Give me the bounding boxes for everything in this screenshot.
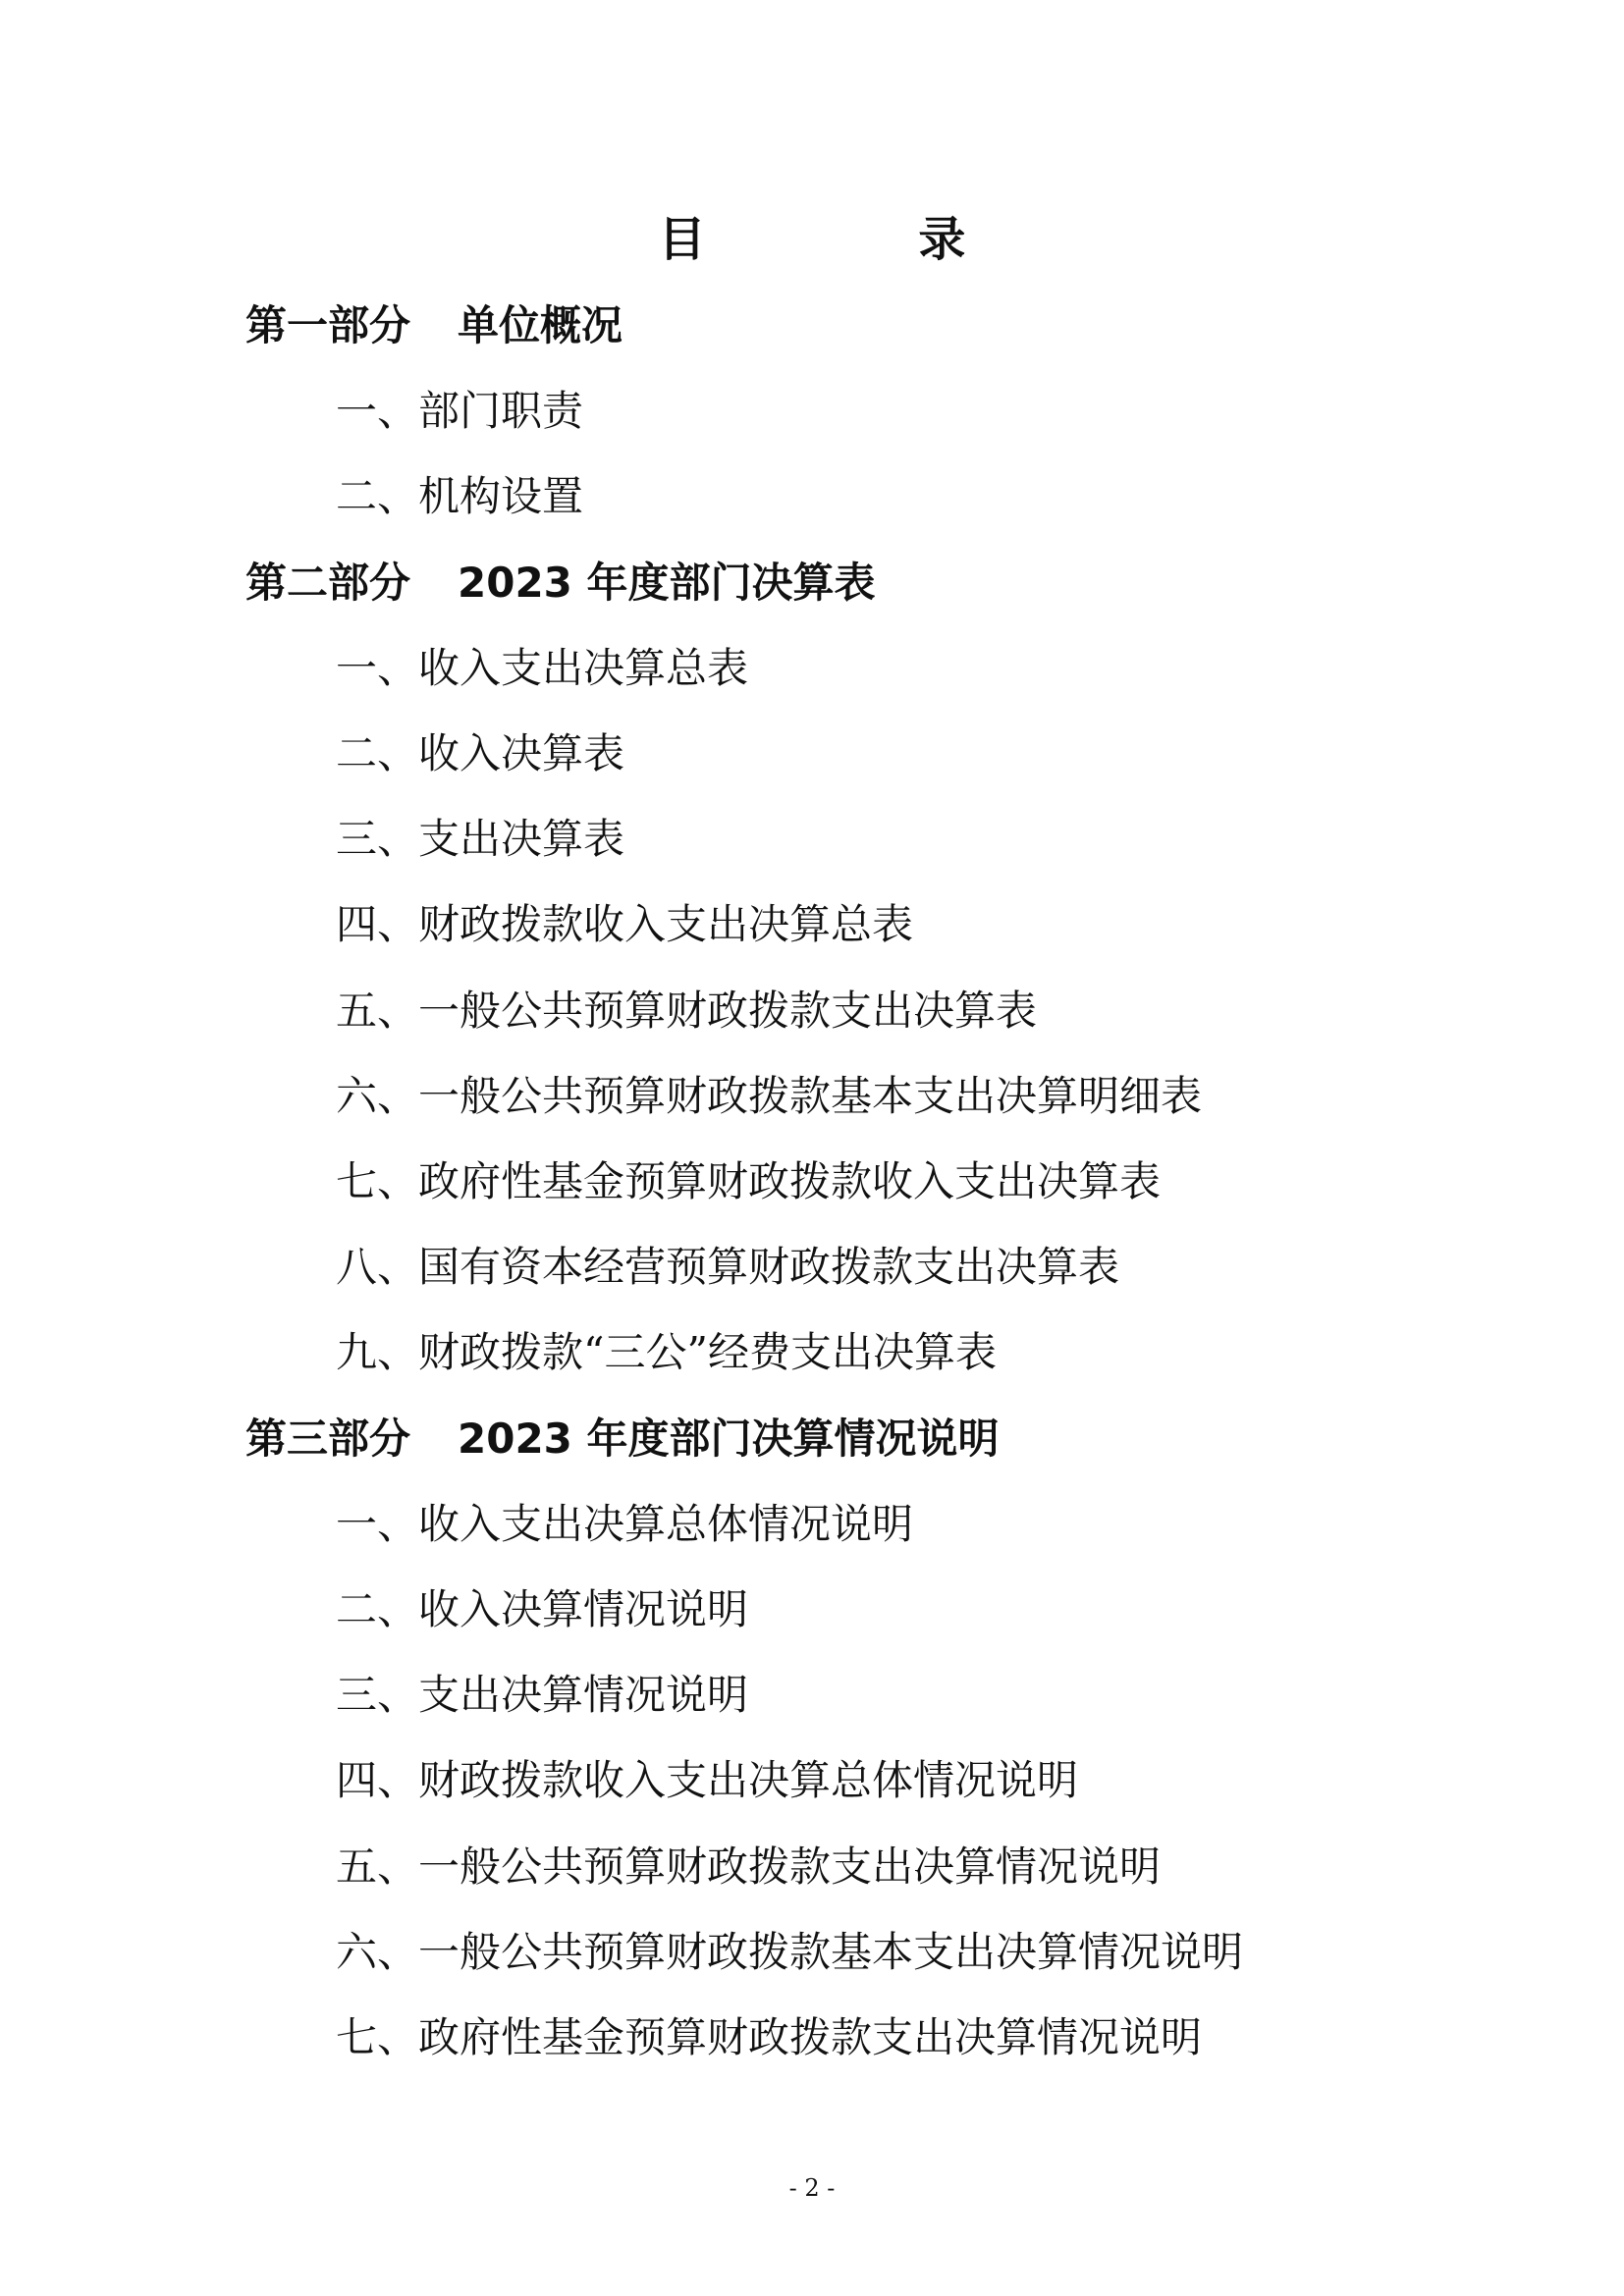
toc-item: 七、政府性基金预算财政拨款支出决算情况说明	[336, 2013, 1203, 2061]
toc-part-title: 2023 年度部门决算表	[458, 559, 876, 607]
toc-part-prefix: 第三部分	[245, 1415, 411, 1463]
toc-item: 八、国有资本经营预算财政拨款支出决算表	[336, 1243, 1120, 1291]
toc-item: 一、收入支出决算总体情况说明	[336, 1500, 914, 1548]
toc-item: 三、支出决算情况说明	[336, 1671, 749, 1719]
page-number: - 2 -	[788, 2174, 836, 2202]
page-title: 目 录	[658, 212, 1064, 267]
toc-item: 四、财政拨款收入支出决算总体情况说明	[336, 1756, 1079, 1804]
toc-item: 二、收入决算情况说明	[336, 1585, 749, 1633]
toc-part-title: 单位概况	[458, 301, 623, 349]
toc-part-title: 2023 年度部门决算情况说明	[458, 1415, 1000, 1463]
toc-part-prefix: 第二部分	[245, 559, 411, 607]
toc-item: 六、一般公共预算财政拨款基本支出决算明细表	[336, 1072, 1203, 1120]
toc-part-prefix: 第一部分	[245, 301, 411, 349]
toc-item: 二、收入决算表	[336, 729, 625, 777]
toc-item: 七、政府性基金预算财政拨款收入支出决算表	[336, 1157, 1162, 1205]
toc-item: 五、一般公共预算财政拨款支出决算情况说明	[336, 1842, 1162, 1891]
toc-item: 一、部门职责	[336, 387, 584, 435]
toc-part-heading	[245, 298, 623, 353]
toc-item: 六、一般公共预算财政拨款基本支出决算情况说明	[336, 1928, 1244, 1976]
toc-item: 一、收入支出决算总表	[336, 644, 749, 692]
toc-part-heading	[245, 1412, 1000, 1467]
toc-item: 五、一般公共预算财政拨款支出决算表	[336, 987, 1038, 1035]
toc-item: 九、财政拨款“三公”经费支出决算表	[336, 1328, 997, 1376]
toc-item: 三、支出决算表	[336, 815, 625, 863]
toc-item: 四、财政拨款收入支出决算总表	[336, 900, 914, 948]
toc-item: 二、机构设置	[336, 472, 584, 520]
toc-part-heading	[245, 556, 876, 611]
